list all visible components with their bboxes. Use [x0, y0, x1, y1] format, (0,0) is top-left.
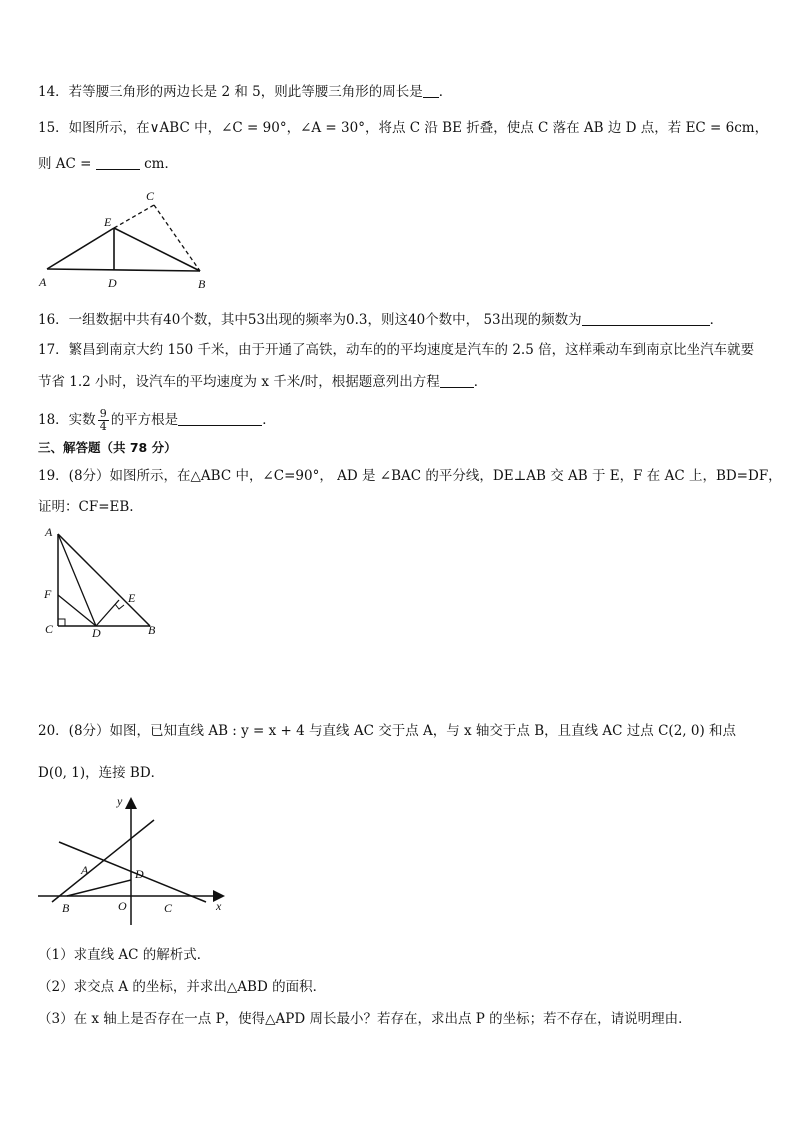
q20-coordinate-figure	[34, 790, 234, 930]
question-20-sub3: （3）在 x 轴上是否存在一点 P，使得△APD 周长最小？若存在，求出点 P 的坐标；若不存在，请说明理由．	[38, 1011, 692, 1027]
q14-text: 14．若等腰三角形的两边长是 2 和 5，则此等腰三角形的周长是	[38, 84, 423, 100]
segment-AE	[47, 228, 114, 269]
label-B: B	[148, 623, 156, 637]
q18-text: 的平方根是	[110, 412, 179, 428]
label-F: F	[44, 587, 52, 601]
label-D: D	[108, 276, 117, 290]
fraction-denominator: 4	[99, 420, 107, 433]
question-18	[38, 408, 276, 433]
dashed-EC	[114, 205, 154, 228]
question-19-line1: 19．(8分）如图所示，在△ABC 中，∠C=90°， AD 是 ∠BAC 的平分线，DE⊥AB 交 AB 于 E，F 在 AC 上，BD=DF，	[38, 468, 782, 484]
label-B: B	[62, 901, 70, 915]
label-A: A	[45, 525, 53, 539]
label-A: A	[81, 863, 89, 877]
q14-answer-blank	[423, 83, 439, 98]
fraction-numerator: 9	[99, 407, 107, 420]
question-16	[38, 310, 723, 330]
label-y: y	[117, 794, 123, 808]
label-O: O	[118, 899, 127, 913]
q15-prefix: 则 AC =	[38, 156, 92, 172]
q17-end: ．	[473, 374, 488, 390]
question-14	[38, 82, 452, 102]
question-20-sub2: （2）求交点 A 的坐标，并求出△ABD 的面积．	[38, 979, 327, 995]
q18-end: ．	[262, 412, 276, 428]
q18-answer-blank	[178, 411, 262, 426]
label-C: C	[164, 901, 173, 915]
question-20-line2: D(0, 1)，连接 BD．	[38, 765, 165, 781]
q17-text: 节省 1.2 小时，设汽车的平均速度为 x 千米/时，根据题意列出方程	[38, 374, 440, 390]
fraction-9-over-4	[98, 408, 109, 433]
q15-figure	[36, 185, 216, 295]
label-D: D	[92, 626, 101, 640]
label-E: E	[128, 591, 136, 605]
label-D: D	[135, 867, 144, 881]
line-AB	[52, 820, 154, 902]
question-17-line2	[38, 372, 487, 392]
segment-EB	[114, 228, 200, 271]
segment-AB	[58, 534, 150, 626]
label-C: C	[45, 622, 54, 636]
right-angle-C	[58, 619, 65, 626]
q15-answer-blank	[96, 155, 140, 170]
q18-prefix: 18．实数	[38, 412, 96, 428]
segment-AD	[58, 534, 96, 626]
q19-figure	[38, 522, 168, 640]
question-15-line2	[38, 154, 178, 174]
q16-end: ．	[709, 312, 724, 328]
label-E: E	[104, 215, 112, 229]
question-19-line2: 证明：CF=EB.	[38, 499, 134, 515]
label-C: C	[146, 189, 155, 203]
dashed-CB	[154, 205, 200, 271]
segment-AB	[47, 269, 200, 271]
q14-end: ．	[438, 84, 453, 100]
q16-answer-blank	[582, 311, 710, 326]
label-x: x	[216, 899, 222, 913]
question-20-line1: 20．(8分）如图，已知直线 AB : y = x + 4 与直线 AC 交于点 A，与 x 轴交于点 B，且直线 AC 过点 C(2, 0) 和点	[38, 723, 737, 739]
question-20-sub1: （1）求直线 AC 的解析式．	[38, 947, 211, 963]
q16-text: 16．一组数据中共有40个数，其中53出现的频率为0.3，则这40个数中， 53出现的频数为	[38, 312, 582, 328]
label-B: B	[198, 277, 206, 291]
q15-suffix: cm．	[144, 156, 178, 172]
q17-answer-blank	[440, 373, 474, 388]
question-15-line1: 15．如图所示，在∨ABC 中，∠C = 90°，∠A = 30°，将点 C 沿 BE 折叠，使点 C 落在 AB 边 D 点，若 EC = 6cm，	[38, 120, 769, 136]
right-angle-E	[115, 604, 124, 609]
question-17-line1: 17．繁昌到南京大约 150 千米，由于开通了高铁，动车的的平均速度是汽车的 2.5 倍，这样乘动车到南京比坐汽车就要	[38, 342, 755, 358]
section-heading-solutions: 三、解答题（共 78 分）	[38, 440, 177, 455]
label-A: A	[39, 275, 47, 289]
